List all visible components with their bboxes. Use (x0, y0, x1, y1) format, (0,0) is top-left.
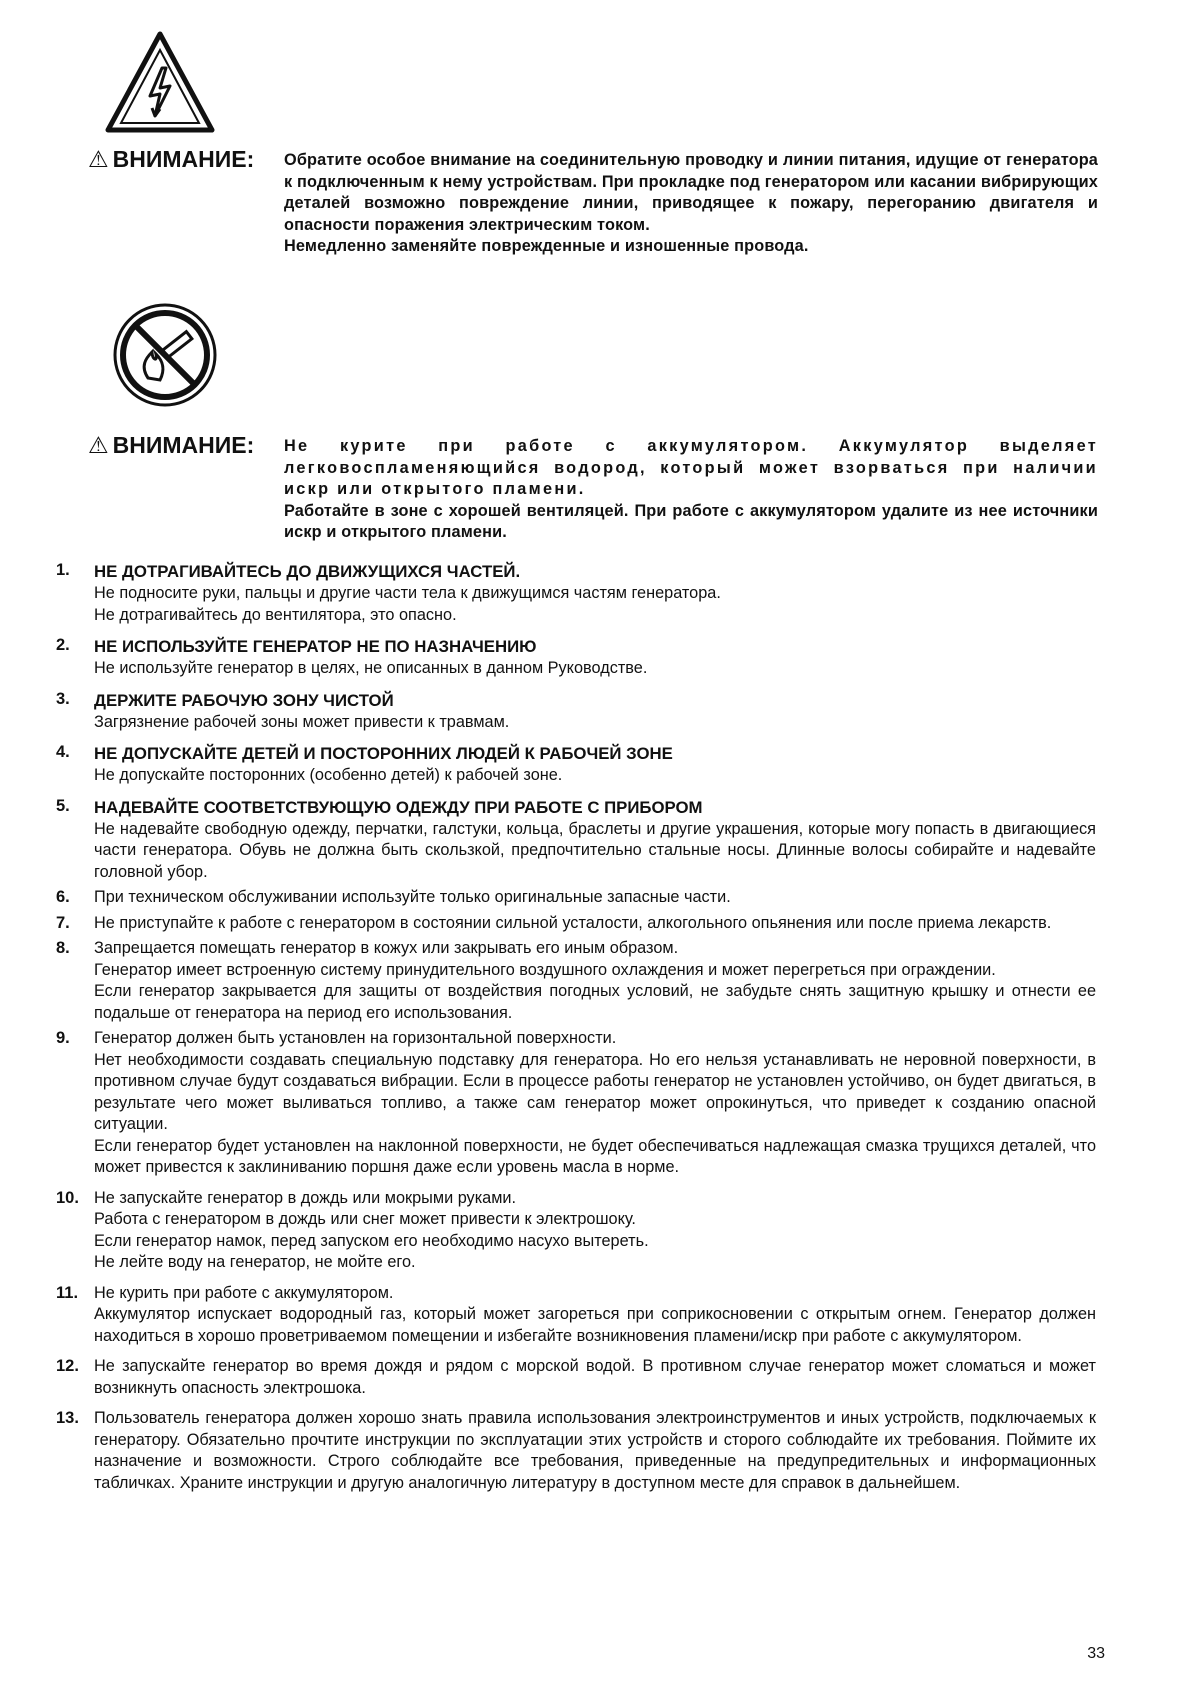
rule-title: НЕ ДОПУСКАЙТЕ ДЕТЕЙ И ПОСТОРОННИХ ЛЮДЕЙ К РАБОЧЕЙ ЗОНЕ (94, 744, 673, 763)
rule-item (56, 689, 1096, 734)
rule-text: Генератор должен быть установлен на горизонтальной поверхности. (94, 1029, 617, 1047)
warning-paragraph: Немедленно заменяйте поврежденные и изношенные провода. (284, 237, 809, 256)
rule-text: При техническом обслуживании используйте только оригинальные запасные части. (94, 888, 731, 906)
rule-text: Если генератор закрывается для защиты от воздействия погодных условий, не забудьте снять защитную крышку и отнести ее подальше от генератора на период его использования. (94, 982, 1096, 1022)
rule-text: Не надевайте свободную одежду, перчатки, галстуки, кольца, браслеты и другие украшения, которые могу попасть в двигающиеся части генератора. Обувь не должна быть скользкой, предпочтительно стальные носы. Длинные волосы собирайте и надевайте головной убор. (94, 819, 1096, 881)
rule-item (56, 913, 1096, 935)
no-smoking-no-open-flame-icon (110, 300, 220, 410)
warning-block-battery (88, 432, 1098, 552)
warning-paragraph: Не курите при работе с аккумулятором. Аккумулятор выделяет легковоспламеняющийся водород, который может взорваться при наличии искр или открытого пламени. (284, 437, 1098, 499)
rule-text: Не запускайте генератор в дождь или мокрыми руками. (94, 1188, 517, 1207)
rule-item (56, 1283, 1096, 1348)
rule-number: 12. (56, 1357, 79, 1375)
warning-paragraph: Работайте в зоне с хорошей вентиляцей. При работе с аккумулятором удалите из нее источники искр и открытого пламени. (284, 501, 1098, 542)
rule-title: НЕ ДОТРАГИВАЙТЕСЬ ДО ДВИЖУЩИХСЯ ЧАСТЕЙ. (94, 562, 521, 581)
rule-text: Если генератор будет установлен на наклонной поверхности, не будет обеспечиваться надлежащая смазка трущихся деталей, что может привестся к заклиниванию поршня даже если уровень масла в норме. (94, 1136, 1096, 1176)
rule-text: Не используйте генератор в целях, не описанных в данном Руководстве. (94, 659, 648, 677)
rule-number: 8. (56, 939, 70, 957)
rule-item (56, 1356, 1096, 1399)
rule-number: 5. (56, 796, 70, 815)
rule-text: Аккумулятор испускает водородный газ, который может загореться при соприкосновении с открытым огнем. Генератор должен находиться в хорошо проветриваемом помещении и избегайте возникновения пламени/искр при работе с аккумулятором. (94, 1305, 1096, 1345)
rule-number: 3. (56, 689, 70, 708)
rule-text: Генератор имеет встроенную систему принудительного воздушного охлаждения и может перегреться при ограждении. (94, 960, 996, 979)
rule-item (56, 742, 1096, 787)
warning-triangle-icon: ⚠ (88, 146, 109, 172)
rule-item (56, 635, 1096, 680)
warning-block-wiring (88, 146, 1098, 286)
rule-item (56, 1028, 1096, 1179)
safety-rules-list (56, 560, 1096, 1494)
rule-number: 10. (56, 1188, 79, 1207)
rule-number: 2. (56, 636, 70, 654)
rule-text: Если генератор намок, перед запуском его необходимо насухо вытереть. (94, 1231, 649, 1250)
warning-label (88, 432, 254, 459)
rule-item (56, 887, 1096, 909)
rule-item (56, 560, 1096, 626)
rule-number: 9. (56, 1029, 70, 1047)
rule-number: 1. (56, 561, 70, 579)
warning-label (88, 146, 254, 173)
rule-item (56, 1188, 1096, 1274)
rule-text: Работа с генератором в дождь или снег может привести к электрошоку. (94, 1210, 636, 1228)
rule-number: 13. (56, 1409, 79, 1427)
rule-title: НАДЕВАЙТЕ СООТВЕТСТВУЮЩУЮ ОДЕЖДУ ПРИ РАБОТЕ С ПРИБОРОМ (94, 797, 703, 817)
rule-title: НЕ ИСПОЛЬЗУЙТЕ ГЕНЕРАТОР НЕ ПО НАЗНАЧЕНИЮ (94, 637, 537, 656)
high-voltage-warning-icon (100, 28, 220, 138)
page-number: 33 (1087, 1645, 1105, 1662)
rule-number: 6. (56, 888, 70, 906)
rule-text: Не лейте воду на генератор, не мойте его. (94, 1253, 416, 1271)
rule-number: 7. (56, 913, 70, 932)
rule-title: ДЕРЖИТЕ РАБОЧУЮ ЗОНУ ЧИСТОЙ (94, 690, 394, 710)
warning-label-text: ВНИМАНИЕ: (112, 146, 255, 172)
warning-label-text: ВНИМАНИЕ: (112, 432, 255, 458)
warning-triangle-icon: ⚠ (88, 432, 109, 458)
rule-text: Не допускайте посторонних (особенно детей) к рабочей зоне. (94, 766, 563, 784)
rule-text: Нет необходимости создавать специальную подставку для генератора. Но его нельзя устанавливать не неровной поверхности, в противном случае будут создаваться вибрации. Если в процессе работы генератор не установлен устойчиво, он будет двигаться, в результате чего может выливаться топливо, а также сам генератор может опрокинуться, что приведет к созданию опасной ситуации. (94, 1050, 1096, 1133)
rule-text: Не курить при работе с аккумулятором. (94, 1283, 394, 1302)
rule-item (56, 1408, 1096, 1494)
rule-number: 4. (56, 743, 70, 761)
rule-item (56, 796, 1096, 884)
rule-text: Пользователь генератора должен хорошо знать правила использования электроинструментов и иных устройств, подключаемых к генератору. Обязательно прочтите инструкции по эксплуатации этих устройств и сторого соблюдайте их требования. Поймите их назначение и возможности. Строго соблюдайте все требования, приведенные на предупредительных и информационных табличках. Храните инструкции и другую аналогичную литературу в доступном месте для справок в дальнейшем. (94, 1409, 1096, 1492)
warning-text (284, 436, 1098, 544)
rule-item (56, 938, 1096, 1024)
rule-text: Не запускайте генератор во время дождя и рядом с морской водой. В противном случае генератор может сломаться и может возникнуть опасность электрошока. (94, 1357, 1096, 1397)
rule-text: Запрещается помещать генератор в кожух или закрывать его иным образом. (94, 939, 679, 957)
warning-text (284, 150, 1098, 258)
warning-paragraph: Обратите особое внимание на соединительную проводку и линии питания, идущие от генератора к подключенным к нему устройствам. При прокладке под генератором или касании вибрирующих деталей возможно повреждение линии, приводящее к пожару, перегоранию двигателя и опасности поражения электрическим током. (284, 151, 1098, 234)
rule-text: Не дотрагивайтесь до вентилятора, это опасно. (94, 605, 457, 624)
rule-text: Загрязнение рабочей зоны может привести к травмам. (94, 712, 510, 731)
rule-text: Не приступайте к работе с генератором в состоянии сильной усталости, алкогольного опьянения или после приема лекарств. (94, 913, 1052, 932)
rule-number: 11. (56, 1283, 79, 1302)
rule-text: Не подносите руки, пальцы и другие части тела к движущимся частям генератора. (94, 584, 721, 602)
